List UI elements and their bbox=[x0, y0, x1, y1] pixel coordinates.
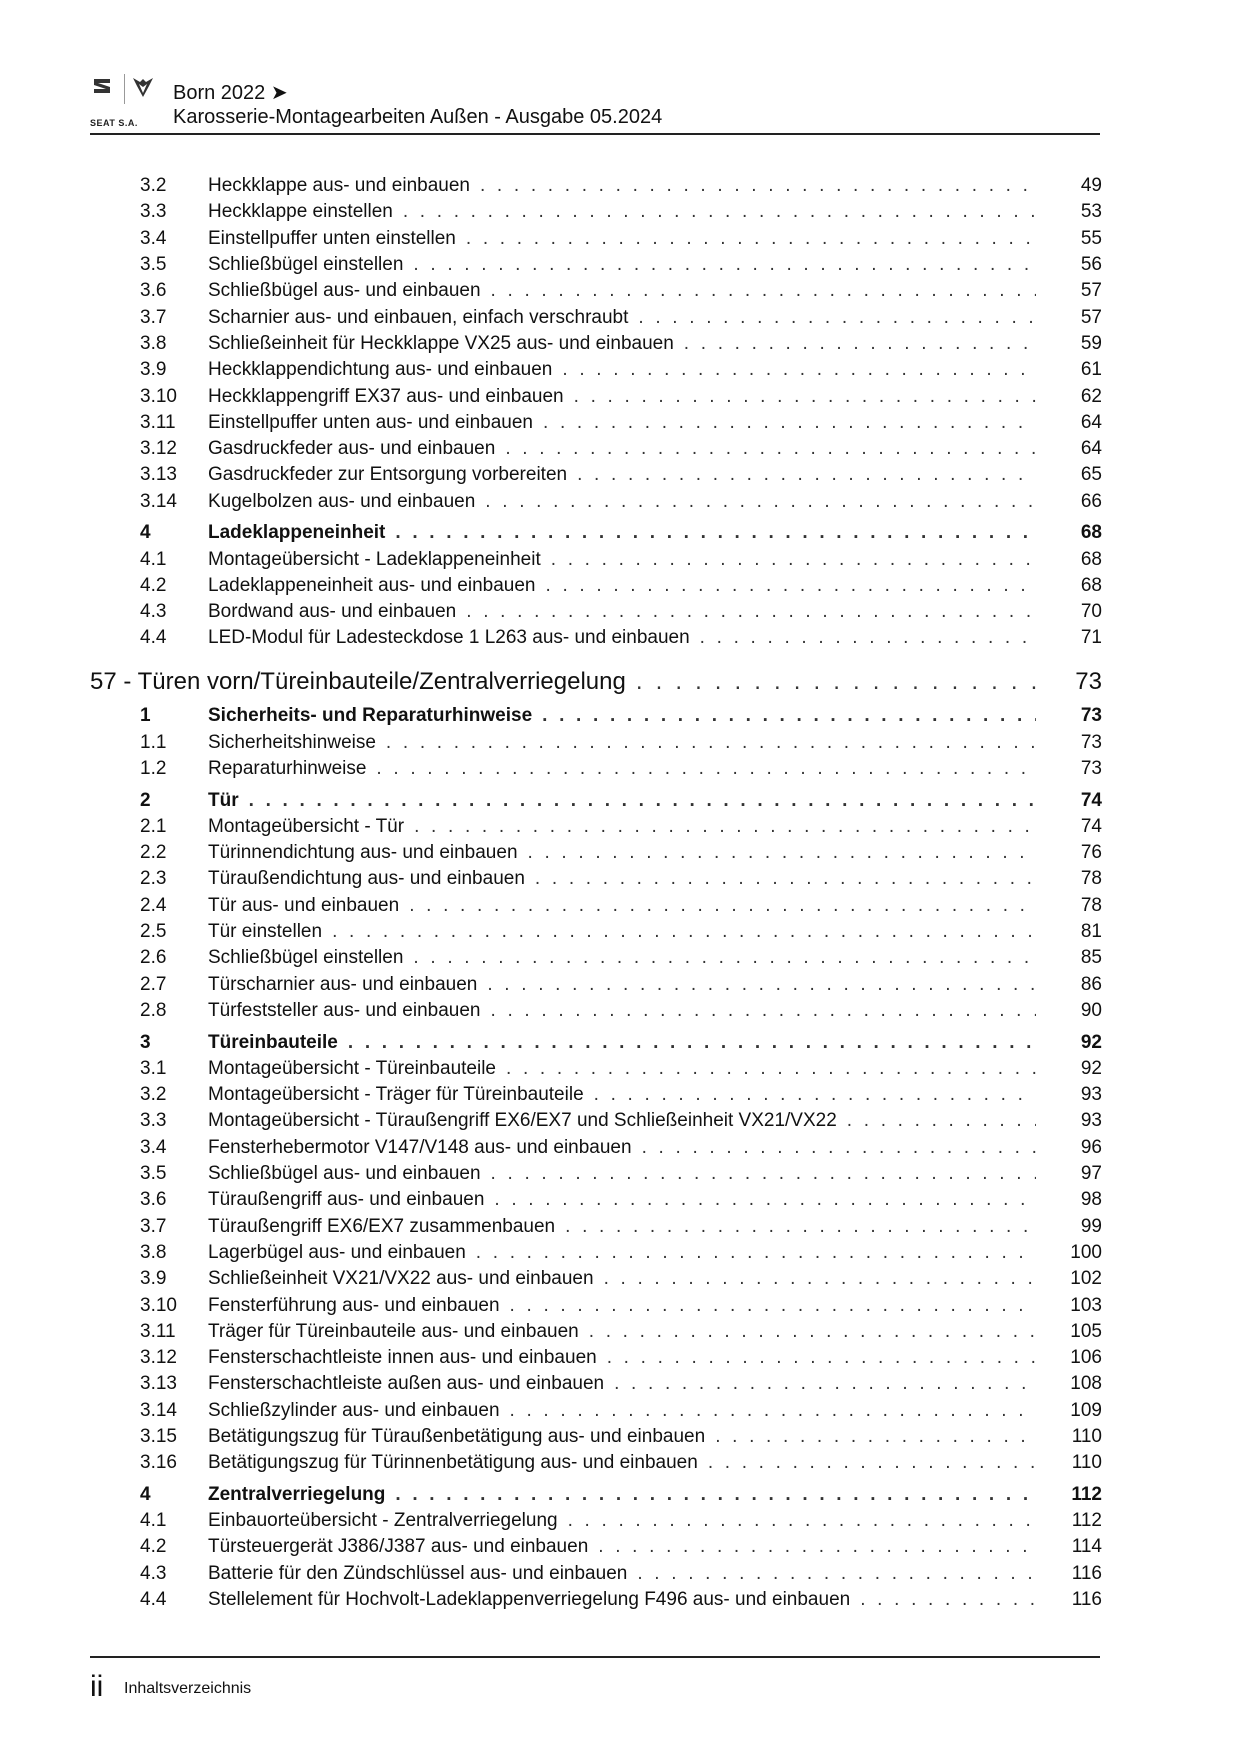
toc-entry[interactable] bbox=[90, 1213, 1102, 1239]
toc-entry[interactable] bbox=[90, 331, 1102, 357]
toc-entry-number: 4.3 bbox=[140, 601, 167, 623]
toc-entry-title: Kugelbolzen aus- und einbauen bbox=[208, 490, 476, 512]
toc-dot-leader bbox=[551, 549, 1036, 571]
toc-entry[interactable] bbox=[90, 226, 1102, 252]
toc-entry-title: Türeinbauteile bbox=[208, 1031, 338, 1053]
toc-entry-title: Heckklappe aus- und einbauen bbox=[208, 175, 470, 197]
toc-entry-title: Türaußengriff aus- und einbauen bbox=[208, 1189, 485, 1211]
toc-entry[interactable] bbox=[90, 1371, 1102, 1397]
toc-entry[interactable] bbox=[90, 1561, 1102, 1587]
toc-entry-page: 106 bbox=[1070, 1347, 1102, 1369]
toc-dot-leader bbox=[403, 201, 1036, 223]
toc-entry-page: 78 bbox=[1080, 868, 1102, 890]
toc-dot-leader bbox=[510, 1295, 1036, 1317]
toc-entry[interactable] bbox=[90, 625, 1102, 651]
toc-section[interactable] bbox=[90, 1029, 1102, 1055]
toc-entry[interactable] bbox=[90, 173, 1102, 199]
toc-entry[interactable] bbox=[90, 278, 1102, 304]
toc-entry-number: 3.10 bbox=[140, 1294, 177, 1316]
toc-dot-leader bbox=[413, 254, 1036, 276]
toc-entry-page: 68 bbox=[1080, 548, 1102, 570]
toc-entry-page: 70 bbox=[1080, 601, 1102, 623]
toc-entry[interactable] bbox=[90, 599, 1102, 625]
toc-dot-leader bbox=[604, 1268, 1036, 1290]
toc-entry-title: Zentralverriegelung bbox=[208, 1483, 386, 1505]
logo-text: SEAT S.A. bbox=[90, 118, 138, 128]
toc-entry-title: Scharnier aus- und einbauen, einfach verschraubt bbox=[208, 306, 629, 328]
toc-entry-page: 114 bbox=[1071, 1536, 1102, 1558]
toc-entry-number: 3.8 bbox=[140, 332, 167, 354]
toc-dot-leader bbox=[598, 1536, 1036, 1558]
toc-entry-number: 4.4 bbox=[140, 1589, 167, 1611]
toc-entry-title: Betätigungszug für Türaußenbetätigung aus- und einbauen bbox=[208, 1425, 706, 1447]
toc-entry-title: Sicherheits- und Reparaturhinweise bbox=[208, 705, 533, 727]
toc-entry-number: 4.1 bbox=[140, 548, 167, 570]
toc-entry-number: 2.1 bbox=[140, 815, 167, 837]
toc-entry[interactable] bbox=[90, 436, 1102, 462]
toc-entry-title: Sicherheitshinweise bbox=[208, 731, 376, 753]
toc-entry-page: 81 bbox=[1080, 921, 1102, 943]
toc-entry-page: 103 bbox=[1070, 1294, 1102, 1316]
toc-dot-leader bbox=[491, 1163, 1036, 1185]
cupra-logo-icon bbox=[132, 76, 154, 98]
toc-entry-title: Fensterführung aus- und einbauen bbox=[208, 1294, 500, 1316]
toc-entry-title: Stellelement für Hochvolt-Ladeklappenverriegelung F496 aus- und einbauen bbox=[208, 1589, 851, 1611]
toc-entry-page: 57 bbox=[1080, 280, 1102, 302]
toc-dot-leader bbox=[491, 280, 1036, 302]
toc-entry-title: Betätigungszug für Türinnenbetätigung aus- und einbauen bbox=[208, 1452, 698, 1474]
toc-entry-number: 3.11 bbox=[140, 1320, 176, 1342]
toc-entry-number: 2.7 bbox=[140, 973, 167, 995]
toc-entry[interactable] bbox=[90, 489, 1102, 515]
toc-entry-page: 64 bbox=[1080, 438, 1102, 460]
toc-entry-number: 3.14 bbox=[140, 1399, 177, 1421]
toc-entry-title: Schließbügel einstellen bbox=[208, 947, 404, 969]
toc-dot-leader bbox=[485, 491, 1036, 513]
toc-entry-title: Montageübersicht - Träger für Türeinbauteile bbox=[208, 1084, 584, 1106]
toc-dot-leader bbox=[395, 1484, 1036, 1506]
toc-entry-number: 4.4 bbox=[140, 627, 167, 649]
toc-entry[interactable] bbox=[90, 1187, 1102, 1213]
toc-entry-number: 3 bbox=[140, 1031, 151, 1053]
toc-entry-page: 73 bbox=[1080, 757, 1102, 779]
toc-entry-title: Tür einstellen bbox=[208, 921, 323, 943]
toc-entry-page: 100 bbox=[1070, 1241, 1102, 1263]
toc-entry-title: Türfeststeller aus- und einbauen bbox=[208, 999, 481, 1021]
toc-dot-leader bbox=[494, 1189, 1036, 1211]
toc-entry-page: 74 bbox=[1080, 789, 1102, 811]
toc-entry-number: 3.1 bbox=[140, 1057, 167, 1079]
toc-dot-leader bbox=[636, 668, 1036, 696]
toc-dot-leader bbox=[565, 1216, 1036, 1238]
toc-dot-leader bbox=[542, 705, 1036, 727]
toc-entry-page: 57 bbox=[1080, 306, 1102, 328]
toc-entry[interactable] bbox=[90, 546, 1102, 572]
document-title: Born 2022 ➤ bbox=[173, 82, 288, 104]
toc-dot-leader bbox=[589, 1321, 1036, 1343]
toc-dot-leader bbox=[642, 1137, 1036, 1159]
toc-entry-title: Türsteuergerät J386/J387 aus- und einbauen bbox=[208, 1536, 589, 1558]
toc-entry-title: Heckklappendichtung aus- und einbauen bbox=[208, 359, 553, 381]
toc-entry-number: 3.9 bbox=[140, 1268, 167, 1290]
table-of-contents bbox=[90, 173, 1102, 1613]
toc-entry-page: 108 bbox=[1070, 1373, 1102, 1395]
toc-entry-page: 61 bbox=[1080, 359, 1102, 381]
toc-entry-number: 3.4 bbox=[140, 1136, 167, 1158]
toc-dot-leader bbox=[466, 601, 1036, 623]
page-number: ii bbox=[90, 1670, 104, 1703]
toc-entry-title: Schließeinheit für Heckklappe VX25 aus- und einbauen bbox=[208, 332, 674, 354]
toc-entry-page: 65 bbox=[1080, 464, 1102, 486]
toc-entry[interactable] bbox=[90, 1056, 1102, 1082]
toc-dot-leader bbox=[535, 868, 1036, 890]
toc-section[interactable] bbox=[90, 1482, 1102, 1508]
toc-entry-page: 71 bbox=[1080, 627, 1102, 649]
toc-entry-page: 73 bbox=[1080, 731, 1102, 753]
seat-logo-icon bbox=[92, 76, 112, 96]
toc-entry-title: Schließzylinder aus- und einbauen bbox=[208, 1399, 500, 1421]
toc-entry-number: 3.15 bbox=[140, 1425, 177, 1447]
toc-dot-leader bbox=[700, 627, 1036, 649]
toc-entry-number: 3.7 bbox=[140, 306, 167, 328]
toc-dot-leader bbox=[409, 895, 1036, 917]
toc-entry-title: Türaußengriff EX6/EX7 zusammenbauen bbox=[208, 1215, 556, 1237]
toc-entry-page: 56 bbox=[1080, 254, 1102, 276]
toc-dot-leader bbox=[607, 1347, 1036, 1369]
toc-entry[interactable] bbox=[90, 252, 1102, 278]
toc-entry-number: 2.6 bbox=[140, 947, 167, 969]
toc-entry-title: Schließbügel aus- und einbauen bbox=[208, 1163, 481, 1185]
toc-entry-number: 4 bbox=[140, 1483, 151, 1505]
toc-entry-title: Gasdruckfeder zur Entsorgung vorbereiten bbox=[208, 464, 568, 486]
toc-entry-title: Einstellpuffer unten aus- und einbauen bbox=[208, 411, 534, 433]
toc-dot-leader bbox=[466, 228, 1036, 250]
toc-entry-title: Tür bbox=[208, 789, 239, 811]
toc-entry-page: 99 bbox=[1080, 1215, 1102, 1237]
logo-divider bbox=[124, 74, 125, 104]
toc-entry-number: 1 bbox=[140, 705, 151, 727]
toc-dot-leader bbox=[614, 1373, 1036, 1395]
toc-dot-leader bbox=[860, 1589, 1036, 1611]
toc-entry[interactable] bbox=[90, 1240, 1102, 1266]
toc-dot-leader bbox=[594, 1084, 1036, 1106]
toc-entry[interactable] bbox=[90, 357, 1102, 383]
toc-dot-leader bbox=[413, 947, 1036, 969]
toc-dot-leader bbox=[386, 732, 1036, 754]
toc-entry[interactable] bbox=[90, 410, 1102, 436]
toc-entry-number: 2.4 bbox=[140, 894, 167, 916]
toc-entry-number: 3.2 bbox=[140, 1084, 167, 1106]
toc-entry-title: Schließbügel einstellen bbox=[208, 254, 404, 276]
toc-entry-page: 73 bbox=[1080, 705, 1102, 727]
toc-entry-page: 110 bbox=[1071, 1452, 1102, 1474]
toc-entry-page: 93 bbox=[1080, 1110, 1102, 1132]
toc-entry[interactable] bbox=[90, 1450, 1102, 1476]
toc-entry[interactable] bbox=[90, 814, 1102, 840]
footer-label: Inhaltsverzeichnis bbox=[124, 1680, 252, 1697]
toc-dot-leader bbox=[348, 1032, 1036, 1054]
toc-entry-title: Batterie für den Zündschlüssel aus- und einbauen bbox=[208, 1562, 628, 1584]
toc-dot-leader bbox=[546, 575, 1037, 597]
toc-entry-page: 64 bbox=[1080, 411, 1102, 433]
toc-entry[interactable] bbox=[90, 1082, 1102, 1108]
toc-entry-title: Montageübersicht - Türaußengriff EX6/EX7 und Schließeinheit VX21/VX22 bbox=[208, 1110, 837, 1132]
document-subtitle: Karosserie-Montagearbeiten Außen - Ausgabe 05.2024 bbox=[173, 106, 663, 128]
toc-entry[interactable] bbox=[90, 1319, 1102, 1345]
toc-entry-title: Tür aus- und einbauen bbox=[208, 894, 400, 916]
toc-dot-leader bbox=[715, 1426, 1036, 1448]
seat-cupra-logo bbox=[90, 74, 170, 134]
toc-entry-page: 49 bbox=[1080, 175, 1102, 197]
toc-entry-page: 53 bbox=[1080, 201, 1102, 223]
toc-entry[interactable] bbox=[90, 1292, 1102, 1318]
toc-entry-title: Schließbügel aus- und einbauen bbox=[208, 280, 481, 302]
toc-entry-number: 3.6 bbox=[140, 1189, 167, 1211]
toc-entry[interactable] bbox=[90, 972, 1102, 998]
toc-entry-title: Ladeklappeneinheit aus- und einbauen bbox=[208, 574, 536, 596]
toc-section[interactable] bbox=[90, 787, 1102, 813]
toc-entry-page: 96 bbox=[1080, 1136, 1102, 1158]
toc-entry-page: 68 bbox=[1080, 574, 1102, 596]
toc-entry-page: 73 bbox=[1075, 668, 1102, 696]
toc-entry-page: 68 bbox=[1080, 522, 1102, 544]
toc-entry-page: 86 bbox=[1080, 973, 1102, 995]
toc-entry[interactable] bbox=[90, 730, 1102, 756]
toc-entry-title: Lagerbügel aus- und einbauen bbox=[208, 1241, 466, 1263]
toc-entry[interactable] bbox=[90, 462, 1102, 488]
toc-entry[interactable] bbox=[90, 893, 1102, 919]
toc-dot-leader bbox=[568, 1510, 1036, 1532]
toc-entry-number: 3.5 bbox=[140, 1163, 167, 1185]
toc-entry-number: 3.11 bbox=[140, 411, 176, 433]
toc-entry-number: 3.3 bbox=[140, 201, 167, 223]
toc-dot-leader bbox=[395, 522, 1036, 544]
toc-entry-number: 2.8 bbox=[140, 999, 167, 1021]
toc-entry-title: Einbauorteübersicht - Zentralverriegelung bbox=[208, 1510, 558, 1532]
toc-entry-number: 2 bbox=[140, 789, 151, 811]
toc-entry-title: Schließeinheit VX21/VX22 aus- und einbauen bbox=[208, 1268, 594, 1290]
toc-entry[interactable] bbox=[90, 1108, 1102, 1134]
toc-entry-title: Heckklappe einstellen bbox=[208, 201, 393, 223]
toc-entry[interactable] bbox=[90, 1266, 1102, 1292]
toc-entry-number: 3.3 bbox=[140, 1110, 167, 1132]
toc-entry-number: 3.14 bbox=[140, 490, 177, 512]
toc-entry-page: 55 bbox=[1080, 227, 1102, 249]
toc-entry-title: LED-Modul für Ladesteckdose 1 L263 aus- und einbauen bbox=[208, 627, 690, 649]
toc-dot-leader bbox=[505, 438, 1036, 460]
toc-entry[interactable] bbox=[90, 1587, 1102, 1613]
toc-entry-number: 4.2 bbox=[140, 1536, 167, 1558]
toc-entry-page: 102 bbox=[1070, 1268, 1102, 1290]
toc-entry-page: 112 bbox=[1071, 1483, 1102, 1505]
toc-entry-title: Türaußendichtung aus- und einbauen bbox=[208, 868, 525, 890]
toc-dot-leader bbox=[491, 1000, 1037, 1022]
toc-entry-title: Montageübersicht - Ladeklappeneinheit bbox=[208, 548, 541, 570]
toc-entry-number: 3.6 bbox=[140, 280, 167, 302]
toc-entry-title: Einstellpuffer unten einstellen bbox=[208, 227, 456, 249]
toc-dot-leader bbox=[480, 175, 1036, 197]
toc-entry-number: 1.2 bbox=[140, 757, 167, 779]
toc-entry-title: Türinnendichtung aus- und einbauen bbox=[208, 842, 518, 864]
toc-dot-leader bbox=[332, 921, 1036, 943]
toc-entry[interactable] bbox=[90, 1161, 1102, 1187]
toc-entry-number: 4.2 bbox=[140, 574, 167, 596]
toc-entry-title: Gasdruckfeder aus- und einbauen bbox=[208, 438, 496, 460]
toc-entry[interactable] bbox=[90, 1398, 1102, 1424]
toc-entry[interactable] bbox=[90, 866, 1102, 892]
toc-entry-page: 97 bbox=[1080, 1163, 1102, 1185]
toc-section[interactable] bbox=[90, 520, 1102, 546]
toc-entry-page: 85 bbox=[1080, 947, 1102, 969]
toc-dot-leader bbox=[684, 333, 1036, 355]
toc-entry-page: 110 bbox=[1071, 1425, 1102, 1447]
toc-entry[interactable] bbox=[90, 1135, 1102, 1161]
toc-entry-title: Montageübersicht - Türeinbauteile bbox=[208, 1057, 496, 1079]
toc-entry-page: 78 bbox=[1080, 894, 1102, 916]
toc-entry-title: Heckklappengriff EX37 aus- und einbauen bbox=[208, 385, 564, 407]
toc-dot-leader bbox=[487, 974, 1036, 996]
toc-entry-title: Träger für Türeinbauteile aus- und einbauen bbox=[208, 1320, 579, 1342]
toc-entry-page: 98 bbox=[1080, 1189, 1102, 1211]
toc-dot-leader bbox=[476, 1242, 1036, 1264]
toc-entry[interactable] bbox=[90, 573, 1102, 599]
toc-entry-number: 3.13 bbox=[140, 464, 177, 486]
toc-entry-title: Fensterhebermotor V147/V148 aus- und einbauen bbox=[208, 1136, 632, 1158]
toc-entry[interactable] bbox=[90, 756, 1102, 782]
toc-entry[interactable] bbox=[90, 1534, 1102, 1560]
toc-entry-number: 3.13 bbox=[140, 1373, 177, 1395]
toc-entry-page: 92 bbox=[1080, 1031, 1102, 1053]
toc-dot-leader bbox=[528, 842, 1036, 864]
toc-entry-page: 92 bbox=[1080, 1057, 1102, 1079]
toc-dot-leader bbox=[562, 359, 1036, 381]
toc-entry-page: 109 bbox=[1070, 1399, 1102, 1421]
toc-entry-page: 90 bbox=[1080, 999, 1102, 1021]
toc-entry-number: 2.5 bbox=[140, 921, 167, 943]
toc-entry-number: 3.4 bbox=[140, 227, 167, 249]
toc-dot-leader bbox=[577, 464, 1036, 486]
toc-dot-leader bbox=[574, 386, 1036, 408]
toc-entry[interactable] bbox=[90, 998, 1102, 1024]
toc-entry-number: 4.1 bbox=[140, 1510, 167, 1532]
toc-entry-number: 3.12 bbox=[140, 438, 177, 460]
toc-dot-leader bbox=[414, 816, 1036, 838]
toc-entry-title: Montageübersicht - Tür bbox=[208, 815, 405, 837]
footer-divider bbox=[90, 1656, 1100, 1658]
toc-entry-number: 1.1 bbox=[140, 731, 167, 753]
toc-entry-number: 4.3 bbox=[140, 1562, 167, 1584]
toc-entry[interactable] bbox=[90, 1508, 1102, 1534]
toc-entry-title: Fensterschachtleiste außen aus- und einbauen bbox=[208, 1373, 605, 1395]
toc-entry-title: Bordwand aus- und einbauen bbox=[208, 601, 457, 623]
toc-entry-page: 116 bbox=[1071, 1562, 1102, 1584]
toc-dot-leader bbox=[376, 758, 1036, 780]
toc-entry-number: 3.5 bbox=[140, 254, 167, 276]
toc-entry-page: 93 bbox=[1080, 1084, 1102, 1106]
toc-entry-number: 4 bbox=[140, 522, 151, 544]
toc-entry[interactable] bbox=[90, 1345, 1102, 1371]
toc-chapter[interactable] bbox=[90, 667, 1102, 698]
toc-entry-page: 112 bbox=[1071, 1510, 1102, 1532]
toc-entry-number: 2.2 bbox=[140, 842, 167, 864]
toc-dot-leader bbox=[638, 307, 1036, 329]
toc-entry-number: 3.16 bbox=[140, 1452, 177, 1474]
toc-dot-leader bbox=[847, 1110, 1036, 1132]
toc-entry[interactable] bbox=[90, 1424, 1102, 1450]
header-divider bbox=[90, 133, 1100, 135]
toc-entry[interactable] bbox=[90, 304, 1102, 330]
toc-entry-number: 2.3 bbox=[140, 868, 167, 890]
toc-dot-leader bbox=[543, 412, 1036, 434]
toc-entry-title: Fensterschachtleiste innen aus- und einbauen bbox=[208, 1347, 597, 1369]
toc-entry-page: 76 bbox=[1080, 842, 1102, 864]
toc-dot-leader bbox=[506, 1058, 1036, 1080]
toc-entry[interactable] bbox=[90, 919, 1102, 945]
toc-entry-page: 116 bbox=[1071, 1589, 1102, 1611]
toc-entry-page: 74 bbox=[1080, 815, 1102, 837]
toc-dot-leader bbox=[510, 1400, 1036, 1422]
toc-entry[interactable] bbox=[90, 199, 1102, 225]
toc-entry-number: 3.9 bbox=[140, 359, 167, 381]
toc-entry-page: 62 bbox=[1080, 385, 1102, 407]
toc-entry-page: 66 bbox=[1080, 490, 1102, 512]
toc-entry-number: 3.2 bbox=[140, 175, 167, 197]
toc-dot-leader bbox=[637, 1563, 1036, 1585]
toc-entry[interactable] bbox=[90, 383, 1102, 409]
toc-entry-number: 3.7 bbox=[140, 1215, 167, 1237]
toc-entry-number: 3.10 bbox=[140, 385, 177, 407]
toc-entry-title: Reparaturhinweise bbox=[208, 757, 367, 779]
toc-entry[interactable] bbox=[90, 945, 1102, 971]
toc-dot-leader bbox=[708, 1452, 1036, 1474]
toc-entry-title: 57 - Türen vorn/Türeinbauteile/Zentralverriegelung bbox=[90, 668, 626, 696]
toc-entry-page: 105 bbox=[1070, 1320, 1102, 1342]
toc-section[interactable] bbox=[90, 703, 1102, 729]
toc-entry[interactable] bbox=[90, 840, 1102, 866]
toc-entry-title: Ladeklappeneinheit bbox=[208, 522, 386, 544]
toc-dot-leader bbox=[249, 790, 1036, 812]
toc-entry-number: 3.8 bbox=[140, 1241, 167, 1263]
toc-entry-number: 3.12 bbox=[140, 1347, 177, 1369]
toc-entry-page: 59 bbox=[1080, 332, 1102, 354]
toc-entry-title: Türscharnier aus- und einbauen bbox=[208, 973, 478, 995]
